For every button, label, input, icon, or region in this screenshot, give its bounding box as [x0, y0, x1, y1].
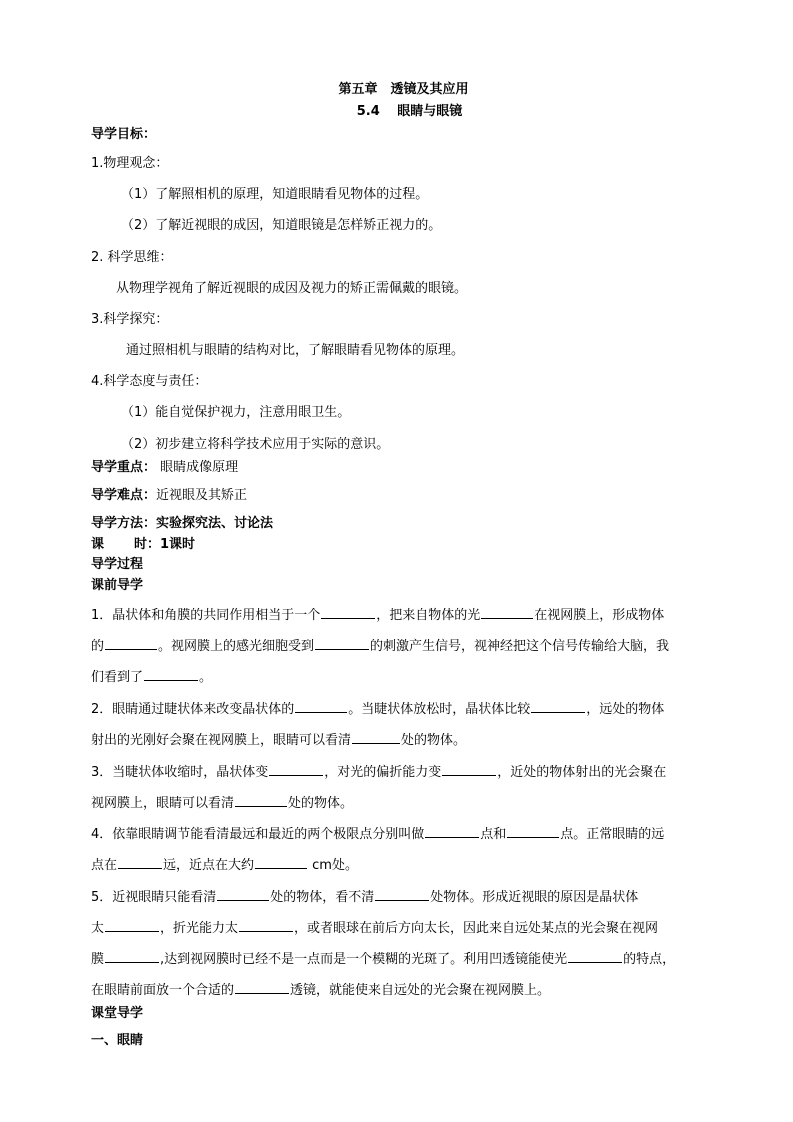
answer-blank [442, 762, 496, 776]
section-one-heading: 一、眼睛 [91, 1033, 144, 1048]
objective-line: （2）初步建立将科学技术应用于实际的意识。 [121, 437, 390, 452]
objective-line: 从物理学视角了解近视眼的成因及视力的矫正需佩戴的眼镜。 [116, 281, 468, 296]
answer-blank [118, 855, 162, 869]
objectives-heading: 导学目标： [91, 127, 157, 142]
question-1-line-2: 的 。视网膜上的感光细胞受到 的刺激产生信号，视神经把这个信号传输给大脑，我 [91, 636, 669, 656]
answer-blank [481, 605, 533, 619]
answer-blank [235, 793, 287, 807]
objective-line: 4.科学态度与责任： [91, 374, 208, 389]
objective-line: 1.物理观念： [91, 156, 169, 171]
period-label: 课 [91, 537, 105, 552]
question-5-line-2: 太 ，折光能力太 ，或者眼球在前后方向太长，因此来自远处某点的光会聚在视网 [91, 918, 658, 938]
chapter-title: 第五章 透镜及其应用 [338, 82, 469, 97]
question-4-line-2: 点在 远，近点在大约 cm处。 [91, 855, 358, 875]
answer-blank [321, 605, 375, 619]
question-2-line-1: 2．眼睛通过睫状体来改变晶状体的 。当睫状体放松时，晶状体比较 ，远处的物体 [91, 699, 664, 719]
period-line [91, 536, 195, 554]
objective-line: 通过照相机与眼睛的结构对比，了解眼睛看见物体的原理。 [126, 343, 465, 358]
answer-blank [531, 699, 585, 713]
question-3-line-2: 视网膜上，眼睛可以看清 处的物体。 [91, 793, 353, 813]
answer-blank [105, 918, 159, 932]
pre-study-heading: 课前导学 [91, 578, 144, 593]
method-line: 导学方法：实验探究法、讨论法 [91, 516, 274, 531]
section-title: 5.4 眼睛与眼镜 [356, 104, 463, 119]
answer-blank [507, 824, 559, 838]
question-4-line-1: 4．依靠眼睛调节能看清最远和最近的两个极限点分别叫做 点和 点。正常眼睛的远 [91, 824, 664, 844]
question-5-line-3: 膜 ,达到视网膜时已经不是一点而是一个模糊的光斑了。利用凹透镜能使光 的特点， [91, 949, 675, 969]
answer-blank [269, 762, 323, 776]
difficulty-line [91, 487, 247, 505]
answer-blank [315, 636, 369, 650]
objective-line: （1）了解照相机的原理，知道眼睛看见物体的过程。 [121, 187, 429, 202]
difficulty-text: 近视眼及其矫正 [156, 488, 248, 503]
answer-blank [568, 949, 622, 963]
answer-blank [255, 855, 307, 869]
answer-blank [217, 887, 269, 901]
focus-text: 眼睛成像原理 [160, 460, 239, 475]
question-2-line-2: 射出的光刚好会聚在视网膜上，眼睛可以看清 处的物体。 [91, 730, 466, 750]
question-5-line-1: 5．近视眼睛只能看清 处的物体，看不清 处物体。形成近视眼的原因是晶状体 [91, 887, 638, 907]
answer-blank [295, 699, 347, 713]
question-3-line-1: 3．当睫状体收缩时，晶状体变 ，对光的偏折能力变 ，近处的物体射出的光会聚在 [91, 762, 666, 782]
question-1-line-1: 1．晶状体和角膜的共同作用相当于一个 ，把来自物体的光 在视网膜上，形成物体 [91, 605, 664, 625]
answer-blank [375, 887, 429, 901]
answer-blank [105, 949, 159, 963]
answer-blank [144, 667, 198, 681]
difficulty-label: 导学难点： [91, 488, 157, 503]
answer-blank [425, 824, 479, 838]
period-text: 时：1课时 [134, 537, 196, 552]
objective-line: （1）能自觉保护视力，注意用眼卫生。 [121, 405, 351, 420]
objective-line: 3.科学探究： [91, 312, 169, 327]
answer-blank [352, 730, 400, 744]
question-5-line-4: 在眼睛前面放一个合适的 透镜，就能使来自远处的光会聚在视网膜上。 [91, 980, 550, 1000]
focus-label: 导学重点： [91, 460, 157, 475]
question-1-line-3: 们看到了 。 [91, 667, 212, 687]
objective-line: 2. 科学思维： [91, 250, 173, 265]
process-heading: 导学过程 [91, 557, 144, 572]
focus-line [91, 459, 238, 477]
answer-blank [239, 918, 293, 932]
class-study-heading: 课堂导学 [91, 1006, 144, 1021]
objective-line: （2）了解近视眼的成因，知道眼镜是怎样矫正视力的。 [121, 218, 442, 233]
answer-blank [235, 980, 289, 994]
answer-blank [105, 636, 157, 650]
